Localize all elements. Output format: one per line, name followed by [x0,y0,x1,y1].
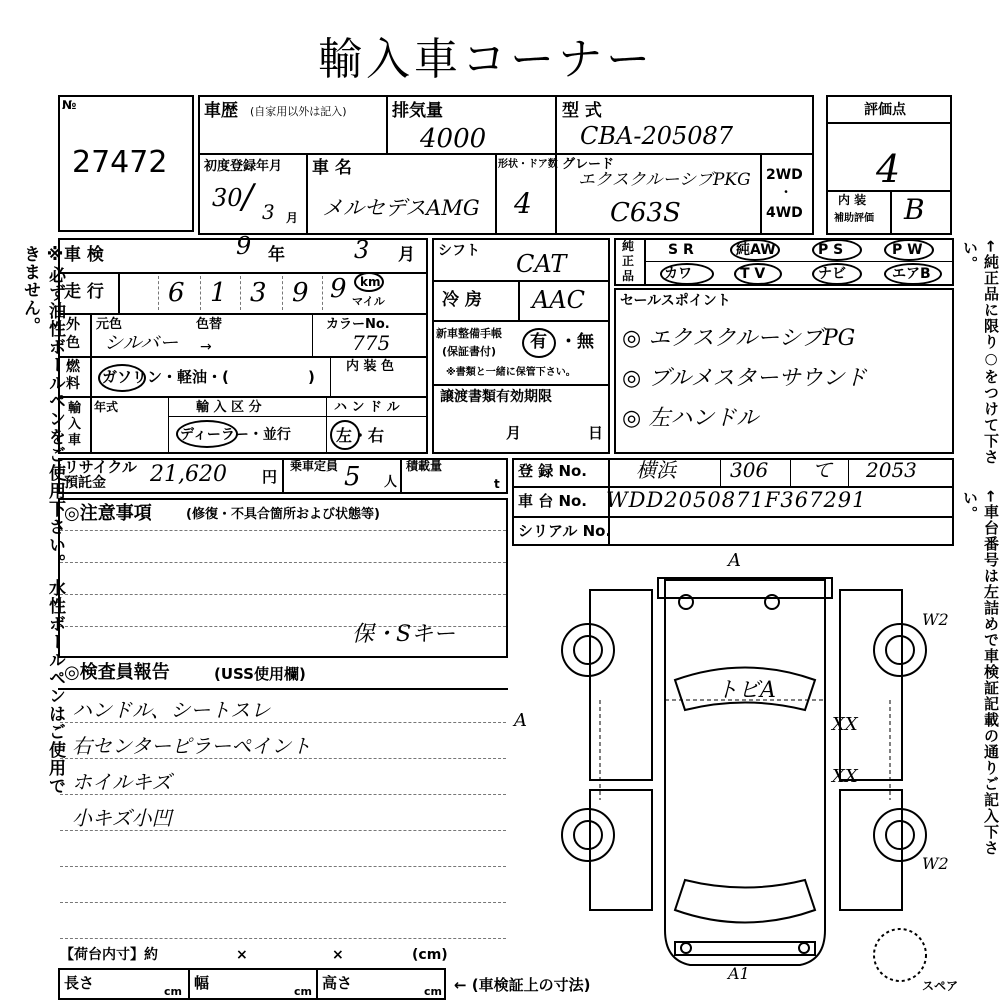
displacement-label: 排気量 [392,101,443,121]
rear-window [675,880,815,923]
wheel-rear-right [874,809,926,861]
equipment-ps: P S [818,242,844,258]
mileage-digit-2: 1 [210,278,227,308]
car-damage-diagram [540,550,950,990]
first-registration-year: 30 [212,184,243,212]
spare-wheel [874,929,926,981]
interior-grade-value: B [904,193,925,226]
shaken-year-unit: 年 [268,245,285,265]
registration-class: 306 [730,458,769,482]
equipment-tv-circle [734,263,782,285]
diagram-spare-label: スペア [922,979,959,993]
displacement-value: 4000 [420,124,487,154]
import-side-2: 入 [68,417,82,432]
report-label: ◎検査員報告 [64,662,170,683]
import-side-3: 車 [68,433,82,448]
cargo-length-unit: cm [164,985,182,998]
notes-handwritten: 保・Sキー [352,622,456,647]
color-code-label: カラーNo. [326,317,390,332]
chassis-side-note: ←車台番号は左詰めで車検証記載の通りご記入下さい。 [961,490,1000,856]
fuel-label-1: 燃 [66,359,80,375]
equipment-pw: P W [892,242,923,258]
equipment-leather-circle [660,263,714,285]
color-label-1: 外 [66,317,80,333]
equipment-airbag-circle [884,263,942,285]
drive-2wd: 2WD [766,167,803,183]
fuel-close: ) [308,368,315,386]
report-line-3: ホイルキズ [72,770,172,794]
sheet-title: 輸入車コーナー [318,34,654,85]
cargo-x2: × [332,947,344,963]
transfer-label: 譲渡書類有効期限 [440,389,552,405]
maintenance-note: ※書類と一緒に保管下さい。 [446,367,576,378]
equipment-sr: S R [668,242,694,258]
cargo-reference: ← (車検証上の寸法) [454,976,591,994]
mileage-unit-mile: マイル [352,295,385,308]
sales-point-3: ◎ 左ハンドル [622,406,759,431]
chassis-label: 車 台 No. [518,492,588,510]
fuel-options: ガソリン・軽油・( [102,368,229,386]
fuel-label-2: 料 [66,376,80,392]
notes-label: ◎注意事項 [64,503,152,524]
color-code-value: 775 [352,331,391,355]
grade-score-value: 4 [876,147,901,191]
mileage-digit-3: 3 [250,278,267,308]
handle-value: 左・右 [336,426,385,445]
car-body-outline [665,580,825,965]
color-original-label: 元色 [96,317,123,332]
mileage-label: 走 行 [64,282,104,302]
car-name-value: メルセデスAMG [322,196,480,220]
mileage-digit-5: 9 [330,274,347,304]
import-year-label: 年式 [94,400,119,414]
first-registration-month-unit: 月 [286,211,299,225]
right-rear-door [840,790,902,910]
aircon-value: AAC [532,286,586,314]
equipment-airbag: エアB [892,266,931,282]
model-type-label: 型 式 [562,101,602,121]
lot-number-label: № [62,98,77,112]
doors-value: 4 [514,187,532,220]
registration-number: 2053 [866,458,917,482]
mileage-digit-1: 6 [168,278,185,308]
equipment-ps-circle [812,239,862,261]
wheel-front-left [562,624,614,676]
registration-label: 登 録 No. [518,462,588,480]
cargo-x1: × [236,947,248,963]
equipment-label-1: 純 [622,239,635,253]
import-class-value: ディーラー・並行 [180,427,291,443]
diagram-rear-mark: A1 [728,964,750,983]
grade-value-line1: エクスクルーシブPKG [578,170,751,190]
color-value: シルバー [104,332,179,354]
mileage-unit-km: km [360,275,381,289]
grade-label: グレード [562,157,615,172]
equipment-navi-circle [812,263,862,285]
capacity-unit: 人 [384,475,398,490]
registration-kana: て [812,458,832,482]
equipment-pw-circle [884,239,934,261]
wheel-front-right [874,624,926,676]
equipment-side-note: ←純正品に限り○をつけて下さい。 [961,240,1000,465]
load-unit: t [494,477,500,491]
maintenance-yes: 有 [530,332,547,352]
lot-number: 27472 [72,145,168,180]
recycle-label-1: リサイクル [64,458,137,476]
car-name-label: 車 名 [312,158,352,178]
color-changed-label: 色替 [196,317,223,332]
interior-label-1: 内 装 [838,193,867,207]
left-rear-door [590,790,652,910]
recycle-label-2: 預託金 [64,475,106,491]
capacity-label: 乗車定員 [290,459,339,473]
sales-point-2: ◎ ブルメスターサウンド [622,366,867,391]
diagram-roof-mark: トビA [716,678,776,703]
cargo-label: 【荷台内寸】約 [60,947,158,963]
color-label-2: 色 [66,335,80,351]
capacity-value: 5 [344,462,361,492]
first-registration-label: 初度登録年月 [204,159,283,174]
maintenance-no: ・無 [560,332,594,352]
color-arrow: → [200,339,212,355]
diagram-mark-1: XX [832,714,858,735]
aircon-label: 冷 房 [442,290,482,310]
equipment-tv: T V [740,266,766,282]
import-class-label: 輸 入 区 分 [196,400,262,415]
load-label: 積載量 [406,459,443,473]
shaken-month-unit: 月 [398,245,415,265]
drive-dot: ・ [780,185,793,199]
equipment-navi: ナビ [818,266,846,282]
recycle-value: 21,620 [150,462,227,487]
equipment-label-3: 品 [622,269,635,283]
cargo-width-unit: cm [294,985,312,998]
transfer-month: 月 [506,424,522,442]
cargo-width-label: 幅 [194,974,210,992]
diagram-wheel-front-mark: W2 [922,610,949,629]
report-sub: (USS使用欄) [214,665,306,683]
left-front-door [590,590,652,780]
handle-left-circle [330,420,360,450]
shaken-month: 3 [354,236,370,264]
shaken-label: 車 検 [64,245,104,265]
left-side-note: ※必ず油性ボールペンをご使用下さい。 水性ボールペンはご使用できません。 [20,245,65,795]
grade-score-label: 評価点 [864,102,906,118]
interior-color-label: 内 装 色 [346,359,395,374]
report-line-2: 右センターピラーペイント [72,734,312,758]
diagram-mark-2: XX [832,766,858,787]
equipment-aw-circle [730,239,780,261]
doors-label: 形状・ドア数 [498,159,558,170]
report-line-1: ハンドル、シートスレ [72,698,271,722]
handle-label: ハ ン ド ル [334,400,400,415]
chassis-value: WDD2050871F367291 [606,488,867,512]
cargo-length-label: 長さ [64,974,95,992]
transfer-day: 日 [588,424,604,442]
shift-value: CAT [516,250,567,278]
cargo-unit: (cm) [412,947,448,963]
import-dealer-circle [176,420,238,448]
equipment-label-2: 正 [622,254,635,268]
maintenance-label-1: 新車整備手帳 [436,327,502,340]
first-registration-month: 3 [262,200,275,224]
grade-value-line2: C63S [610,198,681,228]
notes-sub: (修復・不具合箇所および状態等) [186,507,380,522]
import-side-1: 輸 [68,401,82,416]
cargo-box [58,968,446,1000]
cargo-height-label: 高さ [322,974,353,992]
wheel-rear-left [562,809,614,861]
recycle-unit: 円 [262,468,278,486]
first-registration-slash: / [242,177,254,217]
diagram-wheel-rear-mark: W2 [922,854,949,873]
diagram-left-mark: A [514,710,527,731]
mileage-digit-4: 9 [292,278,309,308]
interior-label-2: 補助評価 [834,213,874,224]
equipment-aw: 純AW [736,242,776,258]
rear-bumper [675,942,815,955]
right-front-door [840,590,902,780]
shaken-year: 9 [236,232,252,260]
diagram-front-mark: A [728,550,741,571]
model-type-value: CBA-205087 [580,122,734,150]
history-label: 車歴 [204,101,238,121]
report-line-4: 小キズ小凹 [72,806,172,830]
shift-label: シフト [438,243,480,259]
registration-area: 横浜 [636,458,676,482]
equipment-leather: カワ [664,266,692,282]
serial-label: シリアル No. [518,522,612,540]
sales-point-1: ◎ エクスクルーシブPG [622,326,856,351]
sales-points-label: セールスポイント [620,293,731,309]
drive-4wd: 4WD [766,205,803,221]
maintenance-label-2: (保証書付) [442,345,497,358]
history-note: (自家用以外は記入) [250,105,347,118]
cargo-height-unit: cm [424,985,442,998]
